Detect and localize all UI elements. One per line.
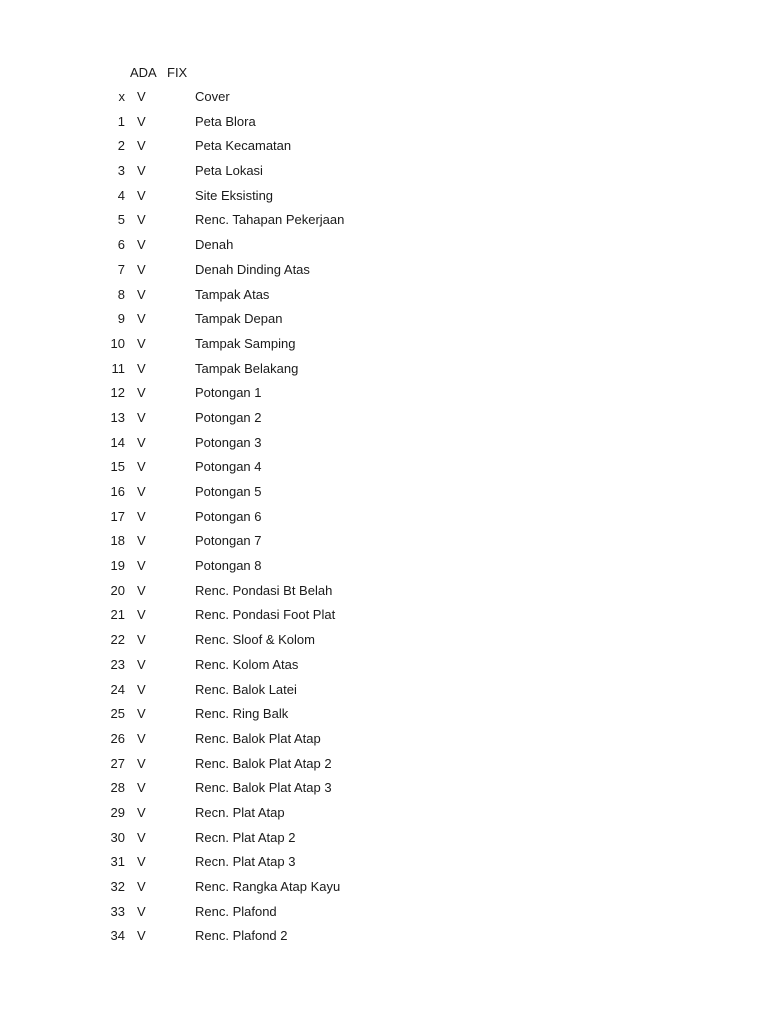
drawing-title: Potongan 4 bbox=[195, 459, 262, 475]
list-item bbox=[0, 631, 768, 656]
row-number: 2 bbox=[117, 138, 125, 154]
ada-checkmark: V bbox=[137, 903, 146, 919]
drawing-title: Denah bbox=[195, 237, 234, 253]
row-number: 32 bbox=[110, 879, 125, 894]
row-number: 14 bbox=[110, 434, 125, 450]
ada-checkmark: V bbox=[137, 558, 146, 574]
drawing-list bbox=[0, 88, 768, 952]
drawing-title: Renc. Ring Balk bbox=[195, 706, 289, 722]
row-number: 30 bbox=[110, 829, 125, 845]
drawing-title: Peta Lokasi bbox=[195, 163, 263, 179]
row-number: x bbox=[118, 89, 125, 104]
list-item bbox=[0, 88, 768, 113]
row-number: 19 bbox=[110, 558, 125, 574]
drawing-title: Tampak Samping bbox=[195, 335, 296, 351]
ada-checkmark: V bbox=[137, 681, 146, 697]
row-number: 3 bbox=[117, 163, 125, 179]
drawing-title: Renc. Kolom Atas bbox=[195, 656, 299, 672]
drawing-title: Renc. Balok Plat Atap 2 bbox=[195, 755, 332, 771]
list-item bbox=[0, 483, 768, 508]
drawing-title: Renc. Balok Plat Atap bbox=[195, 730, 321, 746]
ada-checkmark: V bbox=[137, 780, 146, 796]
list-item bbox=[0, 261, 768, 286]
row-number: 24 bbox=[110, 681, 125, 697]
drawing-title: Potongan 2 bbox=[195, 409, 262, 425]
drawing-title: Potongan 6 bbox=[195, 508, 262, 524]
list-item bbox=[0, 606, 768, 631]
list-item bbox=[0, 434, 768, 459]
list-item bbox=[0, 829, 768, 854]
list-item bbox=[0, 187, 768, 212]
ada-checkmark: V bbox=[137, 89, 146, 104]
drawing-title: Renc. Tahapan Pekerjaan bbox=[195, 212, 345, 228]
list-item bbox=[0, 458, 768, 483]
row-number: 29 bbox=[110, 804, 125, 820]
row-number: 4 bbox=[117, 187, 125, 203]
ada-checkmark: V bbox=[137, 804, 146, 820]
row-number: 8 bbox=[117, 286, 125, 302]
ada-checkmark: V bbox=[137, 879, 146, 894]
ada-checkmark: V bbox=[137, 928, 146, 944]
list-item bbox=[0, 557, 768, 582]
ada-checkmark: V bbox=[137, 656, 146, 672]
list-item bbox=[0, 878, 768, 903]
row-number: 11 bbox=[111, 360, 125, 376]
drawing-title: Site Eksisting bbox=[195, 187, 274, 203]
list-item bbox=[0, 755, 768, 780]
list-item bbox=[0, 286, 768, 311]
drawing-title: Tampak Atas bbox=[195, 286, 270, 302]
list-item bbox=[0, 113, 768, 138]
list-item bbox=[0, 310, 768, 335]
drawing-title: Denah Dinding Atas bbox=[195, 261, 310, 277]
drawing-title: Renc. Plafond 2 bbox=[195, 928, 288, 944]
row-number: 12 bbox=[110, 385, 125, 401]
list-item bbox=[0, 730, 768, 755]
ada-checkmark: V bbox=[137, 385, 146, 401]
drawing-title: Potongan 5 bbox=[195, 484, 262, 499]
drawing-title: Peta Blora bbox=[195, 113, 256, 129]
list-item bbox=[0, 705, 768, 730]
row-number: 16 bbox=[110, 484, 125, 499]
ada-checkmark: V bbox=[137, 237, 146, 253]
list-item bbox=[0, 137, 768, 162]
ada-checkmark: V bbox=[137, 113, 146, 129]
row-number: 10 bbox=[110, 335, 125, 351]
ada-checkmark: V bbox=[137, 187, 146, 203]
ada-checkmark: V bbox=[137, 138, 146, 154]
ada-checkmark: V bbox=[137, 459, 146, 475]
row-number: 28 bbox=[110, 780, 125, 796]
ada-checkmark: V bbox=[137, 508, 146, 524]
row-number: 20 bbox=[110, 582, 125, 598]
row-number: 18 bbox=[110, 533, 125, 549]
ada-checkmark: V bbox=[137, 360, 146, 376]
drawing-title: Renc. Rangka Atap Kayu bbox=[195, 879, 341, 894]
drawing-title: Tampak Belakang bbox=[195, 360, 299, 376]
drawing-title: Tampak Depan bbox=[195, 311, 283, 327]
drawing-title: Potongan 7 bbox=[195, 533, 262, 549]
drawing-title: Renc. Balok Latei bbox=[195, 681, 297, 697]
row-number: 31 bbox=[110, 854, 125, 870]
ada-checkmark: V bbox=[137, 434, 146, 450]
ada-checkmark: V bbox=[137, 730, 146, 746]
ada-checkmark: V bbox=[137, 163, 146, 179]
ada-checkmark: V bbox=[137, 533, 146, 549]
row-number: 15 bbox=[110, 459, 125, 475]
row-number: 6 bbox=[117, 237, 125, 253]
list-item bbox=[0, 508, 768, 533]
list-item bbox=[0, 853, 768, 878]
ada-checkmark: V bbox=[137, 706, 146, 722]
drawing-title: Peta Kecamatan bbox=[195, 138, 292, 154]
ada-checkmark: V bbox=[137, 311, 146, 327]
list-item bbox=[0, 236, 768, 261]
list-item bbox=[0, 532, 768, 557]
list-item bbox=[0, 162, 768, 187]
row-number: 27 bbox=[110, 755, 125, 771]
list-item bbox=[0, 656, 768, 681]
column-header-ada: ADA bbox=[130, 65, 157, 80]
list-item bbox=[0, 582, 768, 607]
ada-checkmark: V bbox=[137, 755, 146, 771]
drawing-title: Recn. Plat Atap 2 bbox=[195, 829, 296, 845]
row-number: 7 bbox=[117, 261, 125, 277]
list-item bbox=[0, 927, 768, 952]
row-number: 25 bbox=[110, 706, 125, 722]
ada-checkmark: V bbox=[137, 607, 146, 623]
row-number: 21 bbox=[110, 607, 125, 623]
drawing-title: Renc. Pondasi Bt Belah bbox=[195, 582, 333, 598]
list-item bbox=[0, 804, 768, 829]
row-number: 17 bbox=[110, 508, 125, 524]
ada-checkmark: V bbox=[137, 582, 146, 598]
row-number: 9 bbox=[117, 311, 125, 327]
row-number: 5 bbox=[117, 212, 125, 228]
drawing-title: Potongan 3 bbox=[195, 434, 262, 450]
list-item bbox=[0, 779, 768, 804]
drawing-title: Recn. Plat Atap bbox=[195, 804, 285, 820]
row-number: 22 bbox=[110, 632, 125, 648]
list-item bbox=[0, 211, 768, 236]
list-item bbox=[0, 384, 768, 409]
row-number: 34 bbox=[110, 928, 125, 944]
column-header-fix: FIX bbox=[167, 65, 188, 80]
drawing-title: Renc. Plafond bbox=[195, 903, 277, 919]
ada-checkmark: V bbox=[137, 286, 146, 302]
row-number: 33 bbox=[110, 903, 125, 919]
ada-checkmark: V bbox=[137, 212, 146, 228]
list-item bbox=[0, 903, 768, 928]
ada-checkmark: V bbox=[137, 854, 146, 870]
row-number: 26 bbox=[110, 730, 125, 746]
list-item bbox=[0, 409, 768, 434]
ada-checkmark: V bbox=[137, 261, 146, 277]
column-header-row bbox=[0, 64, 768, 82]
row-number: 13 bbox=[110, 409, 125, 425]
ada-checkmark: V bbox=[137, 829, 146, 845]
list-item bbox=[0, 335, 768, 360]
list-item bbox=[0, 681, 768, 706]
drawing-title: Renc. Pondasi Foot Plat bbox=[195, 607, 336, 623]
ada-checkmark: V bbox=[137, 409, 146, 425]
drawing-title: Cover bbox=[195, 89, 230, 104]
drawing-title: Potongan 1 bbox=[195, 385, 262, 401]
drawing-title: Renc. Sloof & Kolom bbox=[195, 632, 315, 648]
drawing-title: Recn. Plat Atap 3 bbox=[195, 854, 296, 870]
list-item bbox=[0, 360, 768, 385]
row-number: 23 bbox=[110, 656, 125, 672]
row-number: 1 bbox=[117, 113, 125, 129]
drawing-title: Renc. Balok Plat Atap 3 bbox=[195, 780, 332, 796]
drawing-title: Potongan 8 bbox=[195, 558, 262, 574]
ada-checkmark: V bbox=[137, 632, 146, 648]
ada-checkmark: V bbox=[137, 484, 146, 499]
ada-checkmark: V bbox=[137, 335, 146, 351]
